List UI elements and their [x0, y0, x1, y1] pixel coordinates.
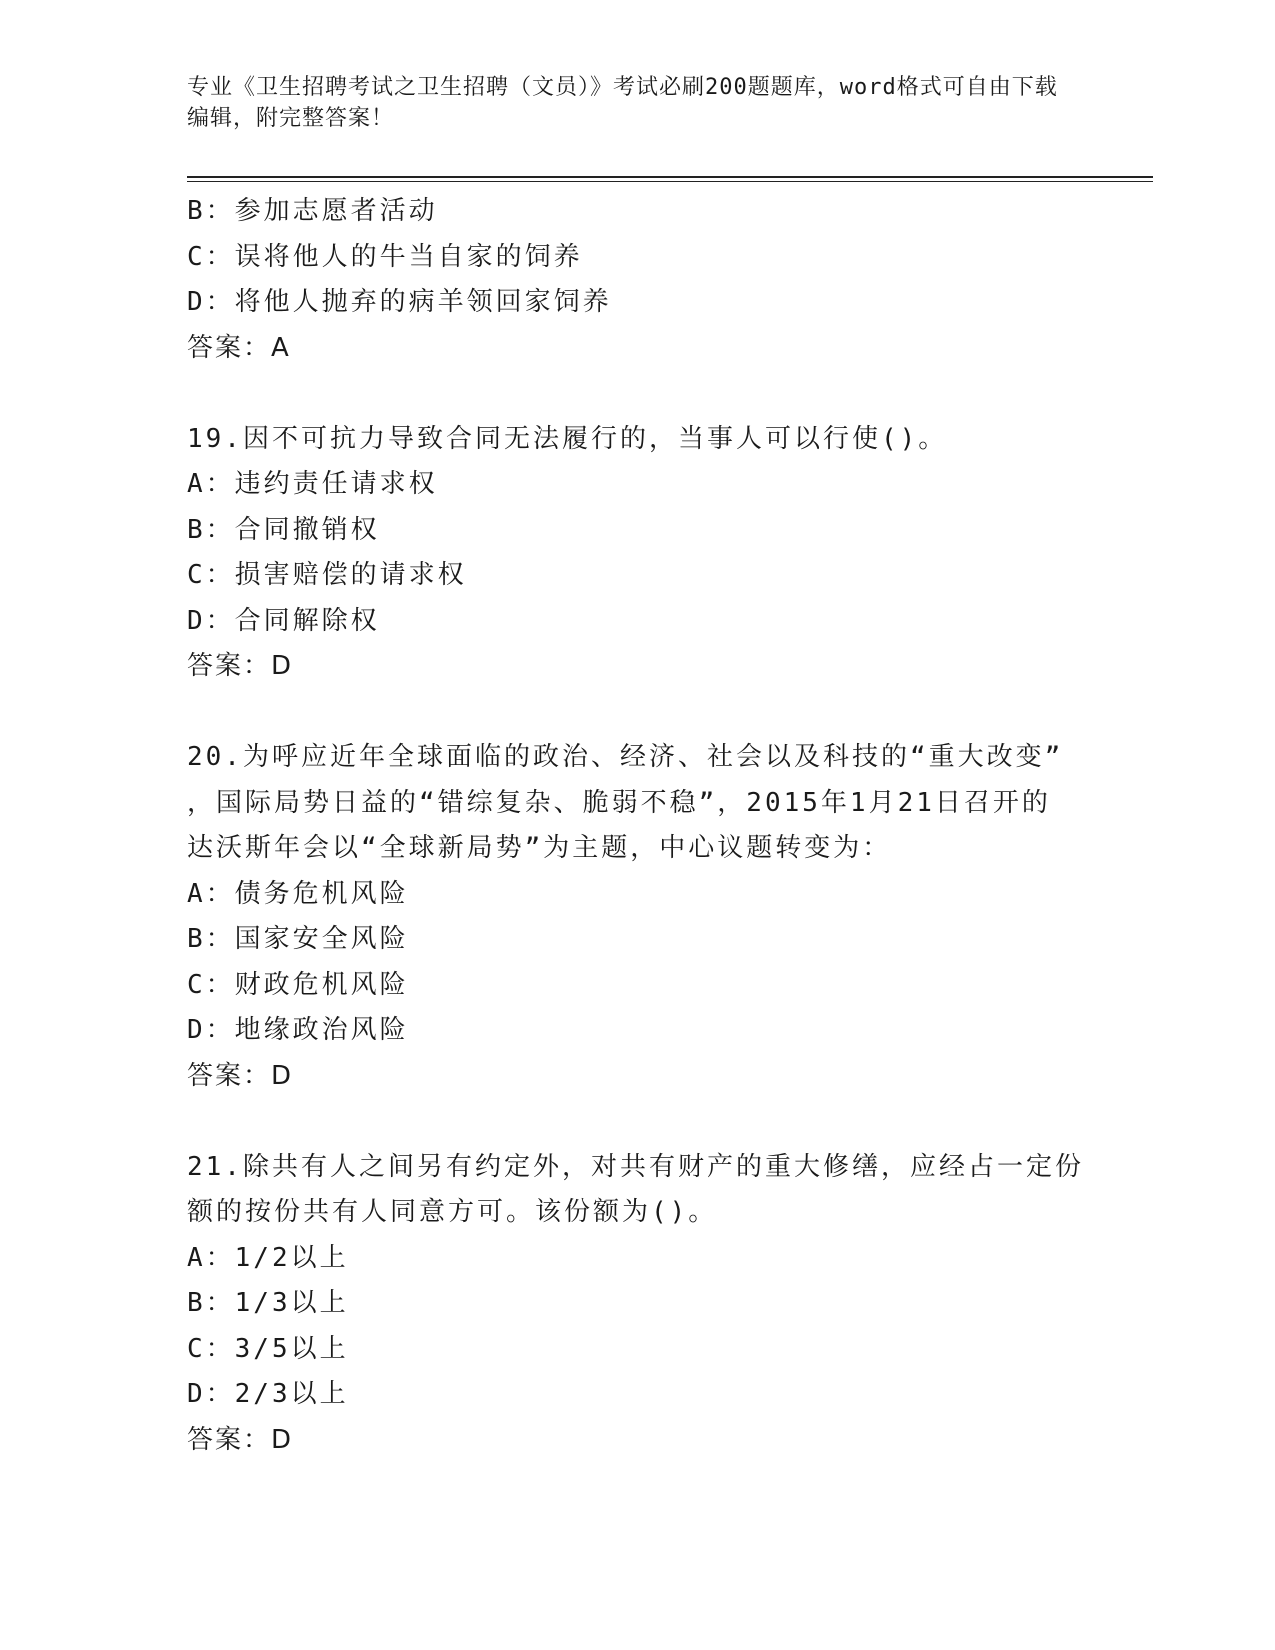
option-b: B：1/3以上 [187, 1288, 349, 1318]
option-d: D：合同解除权 [187, 605, 380, 636]
question-text-line: 额的按份共有人同意方可。该份额为()。 [187, 1197, 718, 1227]
option-b: B：国家安全风险 [187, 924, 409, 954]
option-d: D：将他人抛弃的病羊领回家饲养 [187, 287, 612, 317]
question-block-18 [187, 189, 1087, 371]
spacer [187, 1099, 1087, 1145]
answer-line: 答案：D [187, 1060, 294, 1091]
header-divider [187, 176, 1153, 178]
spacer [187, 690, 1087, 736]
option-b: B：合同撤销权 [187, 514, 380, 545]
option-d: D：2/3以上 [187, 1379, 349, 1409]
question-text-line: 达沃斯年会以“全球新局势”为主题，中心议题转变为： [187, 833, 892, 863]
option-a: A：违约责任请求权 [187, 469, 438, 499]
option-c: C：财政危机风险 [187, 969, 409, 1000]
option-c: C：损害赔偿的请求权 [187, 560, 467, 590]
question-text-line: 20.为呼应近年全球面临的政治、经济、社会以及科技的“重大改变” [187, 742, 1064, 772]
option-c: C：误将他人的牛当自家的饲养 [187, 241, 583, 272]
question-text: 19.因不可抗力导致合同无法履行的，当事人可以行使()。 [187, 423, 948, 454]
option-a: A：1/2以上 [187, 1242, 349, 1273]
question-block-19 [187, 417, 1087, 690]
spacer [187, 371, 1087, 417]
option-b: B：参加志愿者活动 [187, 196, 438, 226]
option-a: A：债务危机风险 [187, 878, 409, 909]
option-c: C：3/5以上 [187, 1333, 349, 1364]
header-divider-thin [187, 181, 1153, 182]
answer-line: 答案：D [187, 1424, 294, 1455]
document-header: 专业《卫生招聘考试之卫生招聘（文员）》考试必刷200题题库，word格式可自由下载编辑，附完整答案！ [187, 75, 1058, 131]
question-block-21 [187, 1145, 1087, 1464]
question-text-line: 21.除共有人之间另有约定外，对共有财产的重大修缮，应经占一定份 [187, 1151, 1084, 1182]
question-text-line: ，国际局势日益的“错综复杂、脆弱不稳”，2015年1月21日召开的 [187, 787, 1051, 818]
answer-line: 答案：D [187, 651, 294, 681]
question-list [187, 189, 1087, 1463]
answer-line: 答案：A [187, 332, 291, 363]
question-block-20 [187, 735, 1087, 1099]
option-d: D：地缘政治风险 [187, 1015, 409, 1045]
